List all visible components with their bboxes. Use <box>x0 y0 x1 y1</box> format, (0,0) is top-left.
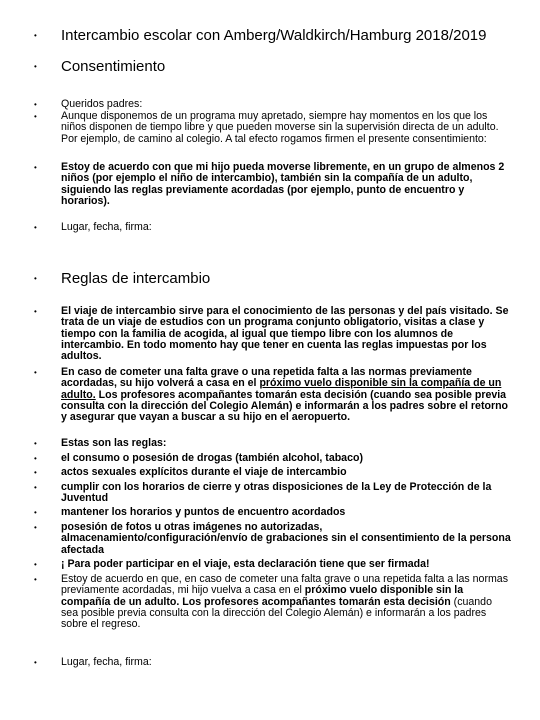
violation-underlined: próximo vuelo disponible sin la compañía de un adulto. <box>61 377 502 401</box>
bullet-icon: • <box>34 100 37 109</box>
bullet-icon: • <box>34 223 37 232</box>
agreement-text: Estoy de acuerdo con que mi hijo pueda moverse libremente, en un grupo de almenos 2 niños (por ejemplo el niño de intercambio), también sin la compañía de un adulto, siguiendo las reglas previamente acordadas (por ejemplo, punto de encuentro y horarios). <box>61 161 505 207</box>
violation-pre: En caso de cometer una falta grave o una repetida falta a las normas previamente acordadas, su hijo volverá a casa en el <box>61 366 472 390</box>
intro-paragraph: Aunque disponemos de un programa muy apretado, siempre hay momentos en los que los niños disponen de tiempo libre y que pueden moverse sin la supervisión directa de un adulto. Por ejemplo, de camino al colegio. A tal efecto rogamos firmen el presente consentimiento: <box>61 110 499 145</box>
bullet-icon: • <box>34 31 37 40</box>
consent-part-2: próximo vuelo disponible sin la compañía de un adulto <box>61 584 464 608</box>
rule-text: actos sexuales explícitos durante el viaje de intercambio <box>61 466 347 478</box>
bullet-icon: • <box>34 523 37 532</box>
rule-text: posesión de fotos u otras imágenes no autorizadas, almacenamiento/configuración/envío de grabaciones sin el consentimiento de la persona afectada <box>61 521 511 556</box>
consent-part-4: (cuando sea posible previa consulta con la dirección del Colegio Alemán) e informarán a los padres sobre el regreso. <box>61 595 492 631</box>
signature-label: Lugar, fecha, firma: <box>61 656 152 668</box>
consent-text <box>61 574 511 630</box>
rule-text: el consumo o posesión de drogas (también alcohol, tabaco) <box>61 452 363 464</box>
consent-part-3: . Los profesores acompañantes tomarán esta decisión <box>176 595 451 608</box>
bullet-icon: • <box>34 468 37 477</box>
greeting-text: Queridos padres: <box>61 98 143 110</box>
list-intro: Estas son las reglas: <box>61 437 167 449</box>
rule-text: mantener los horarios y puntos de encuentro acordados <box>61 506 346 518</box>
rule-text: cumplir con los horarios de cierre y otras disposiciones de la Ley de Protección de la Juventud <box>61 481 492 505</box>
bullet-icon: • <box>34 439 37 448</box>
bullet-icon: • <box>34 508 37 517</box>
bullet-icon: • <box>34 483 37 492</box>
bullet-icon: • <box>34 658 37 667</box>
bullet-icon: • <box>34 163 37 172</box>
rules-heading: Reglas de intercambio <box>61 270 211 287</box>
bullet-icon: • <box>34 274 37 283</box>
document-subtitle: Consentimiento <box>61 58 166 75</box>
bullet-icon: • <box>34 454 37 463</box>
consent-part-1: Estoy de acuerdo en que, en caso de cometer una falta grave o una repetida falta a las normas previamente acordadas, mi hijo vuelva a casa en el <box>61 573 508 597</box>
bullet-icon: • <box>34 62 37 71</box>
violation-text <box>61 367 511 423</box>
must-sign-text: ¡ Para poder participar en el viaje, esta declaración tiene que ser firmada! <box>61 558 430 570</box>
document-title: Intercambio escolar con Amberg/Waldkirch/Hamburg 2018/2019 <box>61 27 487 44</box>
violation-post: Los profesores acompañantes tomarán esta decisión (cuando sea posible previa consulta con la dirección del Colegio Alemán) e informarán a los padres sobre el retorno y asegurar que vayan a buscar a su hijo en el aeropuerto. <box>61 388 509 424</box>
bullet-icon: • <box>34 368 37 377</box>
bullet-icon: • <box>34 112 37 121</box>
purpose-text: El viaje de intercambio sirve para el conocimiento de las personas y del país visitado. Se trata de un viaje de estudios con un programa conjunto obligatorio, visitas a clase y tiempo con la familia de acogida, al igual que tiempo libre con los alumnos de intercambio. En todo momento hay que tener en cuenta las reglas impuestas por los adultos. <box>61 305 509 363</box>
signature-label: Lugar, fecha, firma: <box>61 221 152 233</box>
bullet-icon: • <box>34 575 37 584</box>
bullet-icon: • <box>34 307 37 316</box>
bullet-icon: • <box>34 560 37 569</box>
